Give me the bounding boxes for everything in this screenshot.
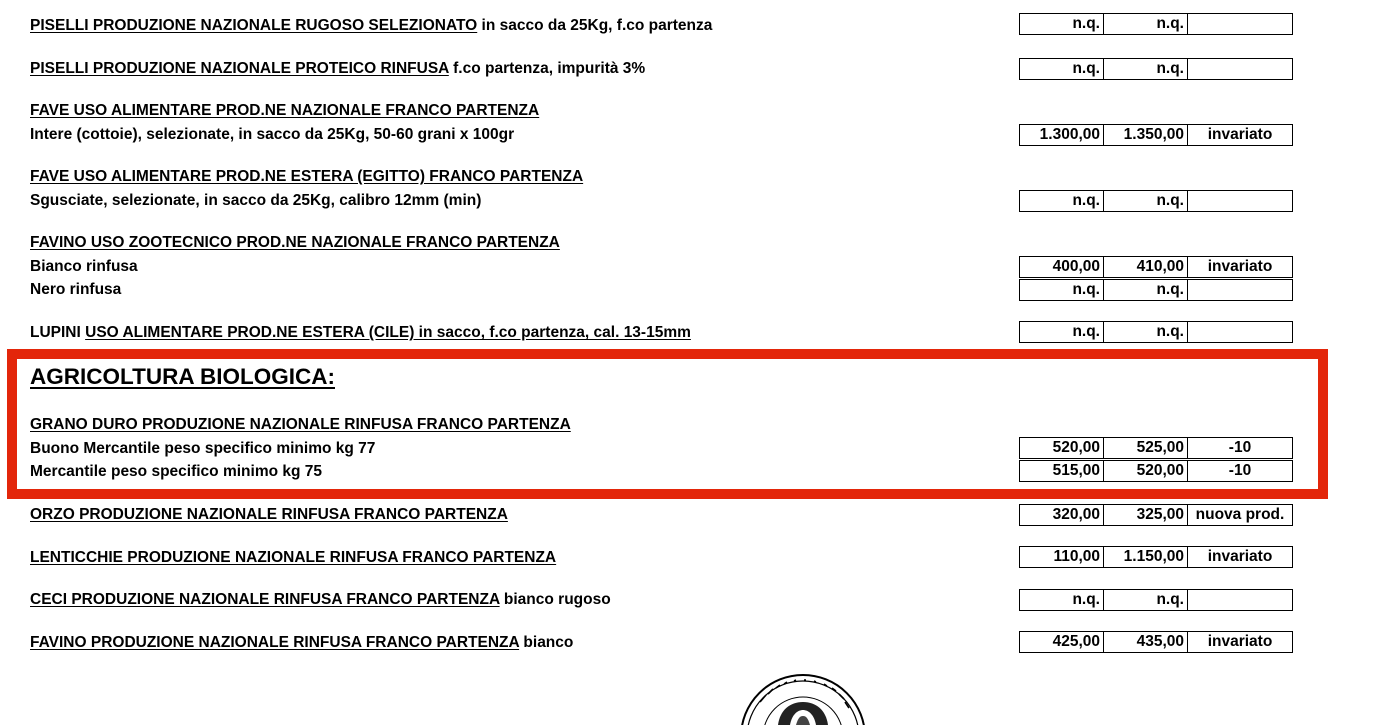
price-variation <box>1188 59 1292 79</box>
item-label: Mercantile peso specifico minimo kg 75 <box>30 463 323 480</box>
item-detail: in sacco da 25Kg, f.co partenza <box>477 17 713 34</box>
price-max: 1.350,00 <box>1104 125 1188 145</box>
price-min: n.q. <box>1020 280 1104 300</box>
price-box <box>1019 631 1293 653</box>
item-row <box>30 190 481 212</box>
price-max: 525,00 <box>1104 438 1188 458</box>
price-variation <box>1188 280 1292 300</box>
price-min: n.q. <box>1020 590 1104 610</box>
price-min: 425,00 <box>1020 632 1104 652</box>
price-variation <box>1188 191 1292 211</box>
item-title: USO ALIMENTARE PROD.NE ESTERA (CILE) in sacco, f.co partenza, cal. 13-15mm <box>85 324 691 341</box>
price-variation <box>1188 590 1292 610</box>
price-box <box>1019 437 1293 459</box>
item-title: FAVINO PRODUZIONE NAZIONALE RINFUSA FRANCO PARTENZA <box>30 634 520 651</box>
item-label: Sgusciate, selezionate, in sacco da 25Kg, calibro 12mm (min) <box>30 192 482 209</box>
price-box <box>1019 279 1293 301</box>
price-max: 325,00 <box>1104 505 1188 525</box>
item-title: PISELLI PRODUZIONE NAZIONALE RUGOSO SELEZIONATO <box>30 17 478 34</box>
price-variation <box>1188 322 1292 342</box>
price-variation: invariato <box>1207 548 1273 565</box>
item-row <box>30 547 556 569</box>
price-box <box>1019 58 1293 80</box>
price-box <box>1019 589 1293 611</box>
bio-heading: AGRICOLTURA BIOLOGICA: <box>30 364 335 389</box>
item-title: CECI PRODUZIONE NAZIONALE RINFUSA FRANCO PARTENZA <box>30 591 500 608</box>
section-header <box>30 414 571 436</box>
item-detail: bianco rugoso <box>499 591 611 608</box>
item-row <box>30 279 121 301</box>
section-header <box>30 100 539 122</box>
price-min: 320,00 <box>1020 505 1104 525</box>
item-label: Buono Mercantile peso specifico minimo kg 77 <box>30 440 376 457</box>
item-row <box>30 438 375 460</box>
price-box <box>1019 124 1293 146</box>
price-max: n.q. <box>1104 590 1188 610</box>
price-box <box>1019 256 1293 278</box>
price-max: 1.150,00 <box>1104 547 1188 567</box>
price-variation: invariato <box>1207 126 1273 143</box>
price-variation: nuova prod. <box>1195 506 1285 523</box>
item-row <box>30 256 138 278</box>
item-row <box>30 15 712 37</box>
section-header <box>30 166 583 188</box>
item-row <box>30 461 322 483</box>
price-variation: -10 <box>1228 439 1252 456</box>
section-title: FAVINO USO ZOOTECNICO PROD.NE NAZIONALE FRANCO PARTENZA <box>30 234 560 251</box>
price-box <box>1019 546 1293 568</box>
item-title: LENTICCHIE PRODUZIONE NAZIONALE RINFUSA FRANCO PARTENZA <box>30 549 557 566</box>
price-box <box>1019 190 1293 212</box>
price-box <box>1019 460 1293 482</box>
price-max: 410,00 <box>1104 257 1188 277</box>
price-max: n.q. <box>1104 14 1188 34</box>
item-title: PISELLI PRODUZIONE NAZIONALE PROTEICO RINFUSA <box>30 60 449 77</box>
price-variation: invariato <box>1207 633 1273 650</box>
item-row <box>30 632 573 654</box>
price-variation: invariato <box>1207 258 1273 275</box>
item-row <box>30 322 691 344</box>
price-max: n.q. <box>1104 280 1188 300</box>
price-min: 515,00 <box>1020 461 1104 481</box>
section-header <box>30 232 560 254</box>
price-min: 110,00 <box>1020 547 1104 567</box>
price-min: 520,00 <box>1020 438 1104 458</box>
item-title: ORZO PRODUZIONE NAZIONALE RINFUSA FRANCO PARTENZA <box>30 506 508 523</box>
price-box <box>1019 321 1293 343</box>
price-max: 520,00 <box>1104 461 1188 481</box>
price-box <box>1019 13 1293 35</box>
item-row <box>30 58 645 80</box>
item-prefix: LUPINI <box>30 324 86 341</box>
price-min: 400,00 <box>1020 257 1104 277</box>
section-title: FAVE USO ALIMENTARE PROD.NE ESTERA (EGITTO) FRANCO PARTENZA <box>30 168 584 185</box>
price-max: n.q. <box>1104 59 1188 79</box>
item-label: Intere (cottoie), selezionate, in sacco da 25Kg, 50-60 grani x 100gr <box>30 126 515 143</box>
price-box <box>1019 504 1293 526</box>
price-max: 435,00 <box>1104 632 1188 652</box>
price-variation: -10 <box>1228 462 1252 479</box>
price-variation <box>1188 14 1292 34</box>
official-seal-icon <box>738 672 868 725</box>
price-min: n.q. <box>1020 191 1104 211</box>
item-detail: f.co partenza, impurità 3% <box>448 60 646 77</box>
item-row <box>30 589 611 611</box>
section-title: FAVE USO ALIMENTARE PROD.NE NAZIONALE FRANCO PARTENZA <box>30 102 540 119</box>
section-title: GRANO DURO PRODUZIONE NAZIONALE RINFUSA FRANCO PARTENZA <box>30 416 571 433</box>
item-detail: bianco <box>519 634 574 651</box>
item-label: Bianco rinfusa <box>30 258 138 275</box>
price-min: n.q. <box>1020 322 1104 342</box>
item-label: Nero rinfusa <box>30 281 122 298</box>
price-max: n.q. <box>1104 191 1188 211</box>
item-row <box>30 504 508 526</box>
item-row <box>30 124 514 146</box>
price-min: 1.300,00 <box>1020 125 1104 145</box>
price-max: n.q. <box>1104 322 1188 342</box>
price-min: n.q. <box>1020 14 1104 34</box>
price-min: n.q. <box>1020 59 1104 79</box>
